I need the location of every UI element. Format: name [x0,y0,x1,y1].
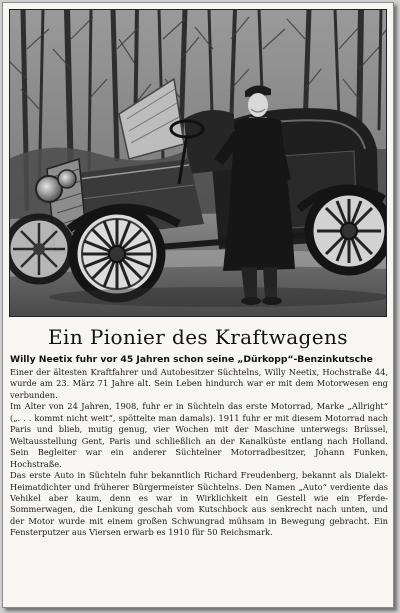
article-headline: Ein Pionier des Kraftwagens [48,325,348,349]
article-body [10,367,388,539]
article-paragraph: Im Alter von 24 Jahren, 1908, fuhr er in Süchteln das erste Motorrad, Marke „Allright“ („. . . kommt nicht weit“, spöttelte man damals). 1911 fuhr er mit diesem Motorrad nach Paris und blieb, mutig genug, vier Wochen mit der Maschine unterwegs: Brüssel, Weltausstellung Gent, Paris und schließlich an der Kanalküste entlang nach Holland. Sein Begleiter war ein anderer Süchtelner Motorradbesitzer, Johann Funken, Hochstraße. [10,401,388,469]
newspaper-clipping [2,2,394,608]
article-paragraph: Das erste Auto in Süchteln fuhr bekanntlich Richard Freudenberg, bekannt als Dialekt-Heimatdichter und früherer Bürgermeister Süchtelns. Den Namen „Auto“ verdiente das Vehikel aber kaum, denn es war in Wirklichkeit ein Gestell wie ein Pferde-Sommerwagen, die Lenkung geschah vom Kutschbock aus senkrecht nach unten, und der Motor wurde mit einem großen Schwungrad mühsam in Bewegung gebracht. Ein Fensterputzer aus Viersen erwarb es 1910 für 50 Reichsmark. [10,470,388,538]
article-paragraph: Einer der ältesten Kraftfahrer und Autobesitzer Süchtelns, Willy Neetix, Hochstraße 44, wurde am 23. März 71 Jahre alt. Sein Leben hindurch war er mit dem Motorwesen eng verbunden. [10,367,388,400]
article-subheadline: Willy Neetix fuhr vor 45 Jahren schon seine „Dürkopp“-Benzinkutsche [10,354,373,365]
vintage-car-photo [9,9,387,317]
